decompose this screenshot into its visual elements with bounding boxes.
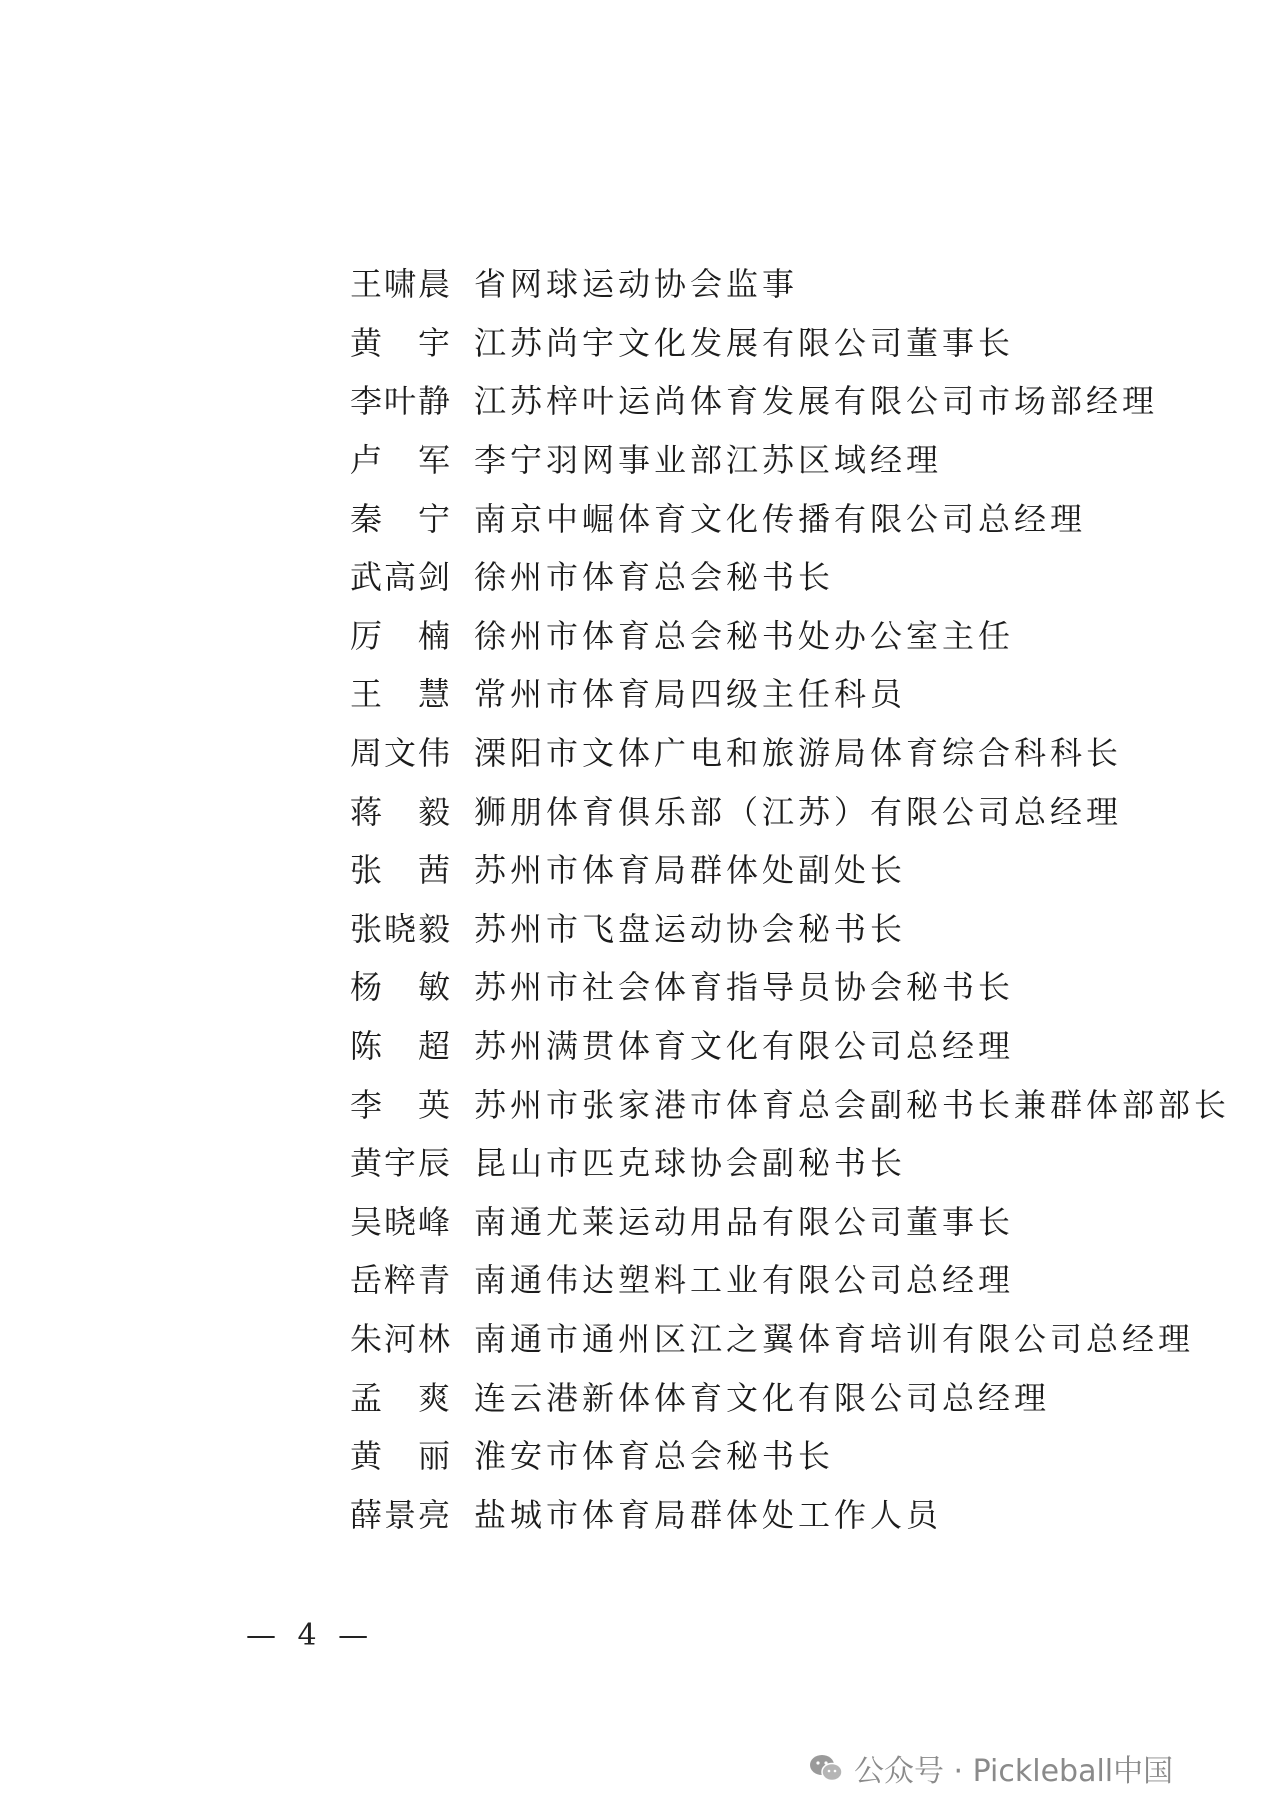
wechat-icon xyxy=(808,1753,844,1783)
member-row xyxy=(350,1483,1230,1542)
member-row xyxy=(350,1132,1230,1191)
member-name: 岳粹青 xyxy=(350,1261,453,1300)
member-title: 淮安市体育总会秘书长 xyxy=(474,1437,835,1476)
member-title: 苏州市体育局群体处副处长 xyxy=(474,851,907,890)
member-title: 连云港新体体育文化有限公司总经理 xyxy=(474,1378,1051,1417)
member-title: 狮朋体育俱乐部（江苏）有限公司总经理 xyxy=(474,792,1123,831)
member-name: 黄宇辰 xyxy=(350,1144,453,1183)
member-name: 蒋 毅 xyxy=(350,792,453,831)
member-name: 厉 楠 xyxy=(350,616,453,655)
member-row xyxy=(350,1366,1230,1425)
member-title: 南通市通州区江之翼体育培训有限公司总经理 xyxy=(474,1319,1195,1358)
member-title: 南通伟达塑料工业有限公司总经理 xyxy=(474,1261,1015,1300)
member-title: 苏州满贯体育文化有限公司总经理 xyxy=(474,1027,1015,1066)
member-title: 江苏梓叶运尚体育发展有限公司市场部经理 xyxy=(474,382,1159,421)
member-name: 张晓毅 xyxy=(350,909,453,948)
member-name: 陈 超 xyxy=(350,1027,453,1066)
member-name: 卢 军 xyxy=(350,441,453,480)
member-row xyxy=(350,722,1230,781)
page-number: — 4 — xyxy=(246,1618,375,1653)
watermark xyxy=(808,1746,1173,1790)
member-title: 溧阳市文体广电和旅游局体育综合科科长 xyxy=(474,734,1123,773)
member-title: 徐州市体育总会秘书处办公室主任 xyxy=(474,616,1015,655)
member-row xyxy=(350,956,1230,1015)
member-row xyxy=(350,780,1230,839)
member-name: 李 英 xyxy=(350,1085,453,1124)
member-name: 秦 宁 xyxy=(350,499,453,538)
member-title: 徐州市体育总会秘书长 xyxy=(474,558,835,597)
member-name: 王 慧 xyxy=(350,675,453,714)
member-name: 朱河林 xyxy=(350,1319,453,1358)
member-title: 苏州市社会体育指导员协会秘书长 xyxy=(474,968,1015,1007)
member-title: 盐城市体育局群体处工作人员 xyxy=(474,1495,943,1534)
member-title: 省网球运动协会监事 xyxy=(474,265,799,304)
member-title: 昆山市匹克球协会副秘书长 xyxy=(474,1144,907,1183)
member-row xyxy=(350,1015,1230,1074)
member-name: 王啸晨 xyxy=(350,265,453,304)
member-row xyxy=(350,253,1230,312)
member-title: 苏州市张家港市体育总会副秘书长兼群体部部长 xyxy=(474,1085,1231,1124)
member-row xyxy=(350,312,1230,371)
member-row xyxy=(350,487,1230,546)
member-title: 李宁羽网事业部江苏区域经理 xyxy=(474,441,943,480)
member-row xyxy=(350,370,1230,429)
member-title: 江苏尚宇文化发展有限公司董事长 xyxy=(474,323,1015,362)
member-name: 黄 宇 xyxy=(350,323,453,362)
member-row xyxy=(350,546,1230,605)
member-row xyxy=(350,1308,1230,1367)
member-row xyxy=(350,1249,1230,1308)
member-name: 张 茜 xyxy=(350,851,453,890)
member-name: 武高剑 xyxy=(350,558,453,597)
member-row xyxy=(350,1073,1230,1132)
member-title: 南京中崛体育文化传播有限公司总经理 xyxy=(474,499,1087,538)
member-row xyxy=(350,1425,1230,1484)
member-name: 周文伟 xyxy=(350,734,453,773)
member-name: 吴晓峰 xyxy=(350,1202,453,1241)
watermark-text: 公众号 · Pickleball中国 xyxy=(854,1754,1174,1789)
member-name: 薛景亮 xyxy=(350,1495,453,1534)
member-row xyxy=(350,898,1230,957)
member-list xyxy=(350,253,1230,1542)
member-row xyxy=(350,839,1230,898)
member-name: 孟 爽 xyxy=(350,1378,453,1417)
member-title: 南通尤莱运动用品有限公司董事长 xyxy=(474,1202,1015,1241)
member-row xyxy=(350,663,1230,722)
member-row xyxy=(350,605,1230,664)
member-row xyxy=(350,1191,1230,1250)
member-title: 苏州市飞盘运动协会秘书长 xyxy=(474,909,907,948)
member-row xyxy=(350,429,1230,488)
member-name: 黄 丽 xyxy=(350,1437,453,1476)
member-title: 常州市体育局四级主任科员 xyxy=(474,675,907,714)
member-name: 李叶静 xyxy=(350,382,453,421)
member-name: 杨 敏 xyxy=(350,968,453,1007)
